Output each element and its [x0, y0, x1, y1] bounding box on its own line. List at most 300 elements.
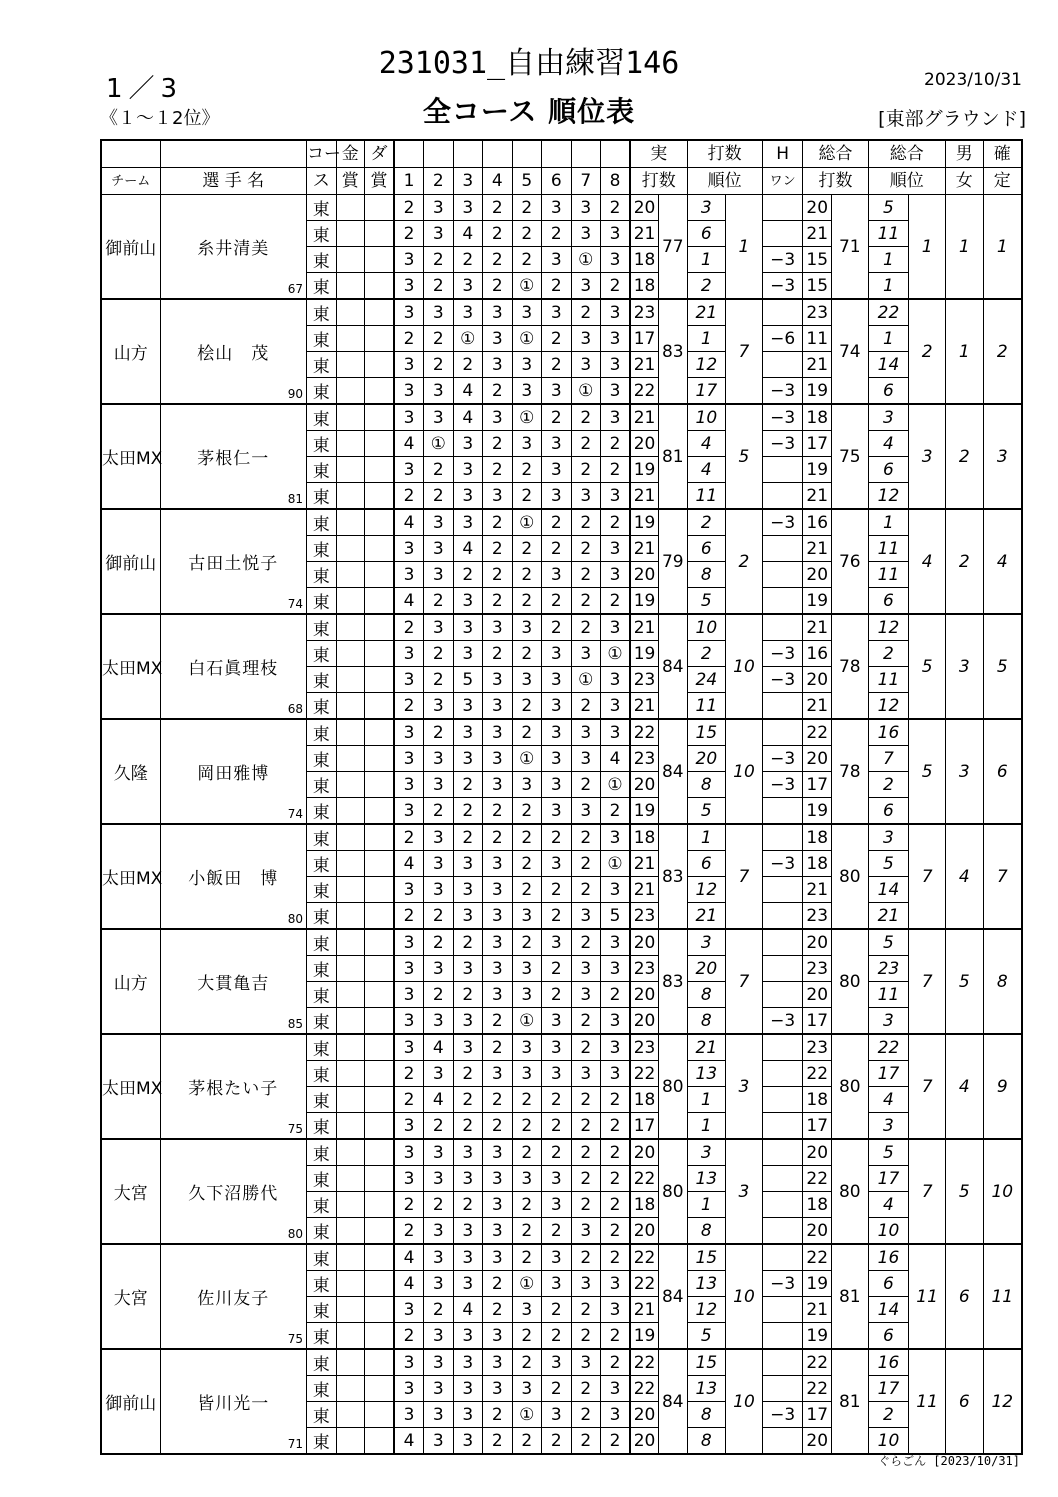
- col-actual-label: 打数: [630, 168, 687, 195]
- hole-score: 3: [394, 1166, 424, 1192]
- round-total-rank: 6: [868, 457, 909, 483]
- hole-score: 5: [601, 903, 631, 930]
- hole-score: 2: [571, 509, 601, 536]
- round-stroke-rank: 8: [687, 1428, 726, 1455]
- handicap: 71: [287, 1437, 304, 1451]
- da-prize-cell: [365, 326, 395, 352]
- player-name: 皆川光一: [197, 1394, 270, 1414]
- course-cell: 東: [307, 1428, 337, 1455]
- hole-in-one-adjust: −3: [762, 431, 803, 457]
- gold-prize-cell: [336, 299, 364, 326]
- round-total: 22: [803, 719, 831, 746]
- round-total: 22: [803, 1244, 831, 1271]
- gender-rank: 5: [945, 1139, 983, 1244]
- round-strokes: 18: [630, 247, 658, 273]
- round-strokes: 23: [630, 299, 658, 326]
- hole-score: 2: [483, 247, 513, 273]
- hole-in-one-adjust: [762, 299, 803, 326]
- hole-score: 3: [394, 1113, 424, 1140]
- da-prize-cell: [365, 352, 395, 378]
- da-prize-cell: [365, 509, 395, 536]
- hole-score: 4: [453, 404, 483, 431]
- hole-score: 3: [483, 956, 513, 982]
- hole-in-one-adjust: [762, 798, 803, 825]
- round-stroke-rank: 1: [687, 247, 726, 273]
- gold-prize-cell: [336, 483, 364, 510]
- round-strokes: 18: [630, 1087, 658, 1113]
- hole-score: 3: [453, 903, 483, 930]
- da-prize-cell: [365, 1271, 395, 1297]
- total-strokes: 75: [831, 404, 868, 509]
- gold-prize-cell: [336, 824, 364, 851]
- hole-score: 2: [512, 1218, 542, 1245]
- total-strokes: 80: [831, 1139, 868, 1244]
- course-cell: 東: [307, 956, 337, 982]
- team-name: 御前山: [101, 195, 160, 300]
- gold-prize-cell: [336, 956, 364, 982]
- gold-prize-cell: [336, 1139, 364, 1166]
- round-total: 21: [803, 483, 831, 510]
- final-rank: 9: [983, 1034, 1022, 1139]
- actual-strokes: 80: [659, 1139, 687, 1244]
- hole-in-one-adjust: −3: [762, 404, 803, 431]
- hole-score: 3: [601, 378, 631, 405]
- final-rank: 2: [983, 299, 1022, 404]
- hole-score: 2: [424, 457, 454, 483]
- stroke-rank: 7: [726, 824, 763, 929]
- hole-score: 2: [512, 195, 542, 221]
- hole-score: 2: [601, 509, 631, 536]
- da-prize-cell: [365, 588, 395, 615]
- hole-score: 2: [394, 221, 424, 247]
- hole-score: ①: [601, 772, 631, 798]
- hole-in-one-adjust: [762, 614, 803, 641]
- hole-score: 3: [542, 1271, 572, 1297]
- round-strokes: 19: [630, 457, 658, 483]
- hole-score: ①: [601, 851, 631, 877]
- hole-in-one-adjust: −3: [762, 1271, 803, 1297]
- team-name: 太田MX: [101, 824, 160, 929]
- course-cell: 東: [307, 483, 337, 510]
- hole-in-one-adjust: −3: [762, 746, 803, 772]
- hole-score: ①: [512, 509, 542, 536]
- hole-score: 3: [601, 536, 631, 562]
- round-total-rank: 5: [868, 195, 909, 221]
- hole-score: 2: [453, 352, 483, 378]
- hole-score: 2: [601, 1192, 631, 1218]
- hole-score: 3: [571, 326, 601, 352]
- course-cell: 東: [307, 1061, 337, 1087]
- hole-score: 2: [394, 483, 424, 510]
- hole-score: 2: [601, 457, 631, 483]
- hole-score: 3: [394, 1034, 424, 1061]
- round-total-rank: 11: [868, 221, 909, 247]
- hole-score: 3: [424, 693, 454, 720]
- total-strokes: 78: [831, 614, 868, 719]
- hole-score: 3: [483, 483, 513, 510]
- team-name: 大宮: [101, 1139, 160, 1244]
- round-stroke-rank: 12: [687, 1297, 726, 1323]
- actual-strokes: 80: [659, 1034, 687, 1139]
- hole-score: 3: [483, 352, 513, 378]
- round-stroke-rank: 13: [687, 1061, 726, 1087]
- gold-prize-cell: [336, 772, 364, 798]
- hole-score: 3: [394, 1402, 424, 1428]
- hole-score: 3: [601, 1008, 631, 1035]
- round-stroke-rank: 8: [687, 562, 726, 588]
- hole-score: 3: [424, 1244, 454, 1271]
- total-rank: 11: [909, 1349, 946, 1454]
- hole-score: 2: [424, 352, 454, 378]
- hole-in-one-adjust: [762, 1428, 803, 1455]
- hole-in-one-adjust: −3: [762, 509, 803, 536]
- col-course-top: コー: [307, 140, 337, 168]
- round-strokes: 21: [630, 614, 658, 641]
- round-total-rank: 1: [868, 247, 909, 273]
- round-total: 21: [803, 221, 831, 247]
- hole-score: 3: [424, 851, 454, 877]
- col-final-label: 定: [983, 168, 1022, 195]
- hole-score: 3: [453, 299, 483, 326]
- da-prize-cell: [365, 719, 395, 746]
- hole-score: 2: [571, 929, 601, 956]
- hole-score: 4: [394, 1428, 424, 1455]
- col-hole-4: 4: [483, 168, 513, 195]
- hole-score: 2: [512, 221, 542, 247]
- hole-score: 3: [542, 693, 572, 720]
- hole-score: 2: [394, 1218, 424, 1245]
- round-strokes: 23: [630, 667, 658, 693]
- hole-score: 2: [571, 1402, 601, 1428]
- course-cell: 東: [307, 195, 337, 221]
- round-strokes: 19: [630, 588, 658, 615]
- hole-score: 3: [483, 1376, 513, 1402]
- round-total-rank: 1: [868, 326, 909, 352]
- da-prize-cell: [365, 378, 395, 405]
- col-da-label: 賞: [365, 168, 395, 195]
- round-total-rank: 2: [868, 772, 909, 798]
- hole-in-one-adjust: [762, 956, 803, 982]
- final-rank: 6: [983, 719, 1022, 824]
- course-cell: 東: [307, 1113, 337, 1140]
- hole-score: 2: [601, 273, 631, 300]
- hole-score: 2: [542, 352, 572, 378]
- da-prize-cell: [365, 221, 395, 247]
- hole-score: 3: [601, 562, 631, 588]
- round-total-rank: 17: [868, 1061, 909, 1087]
- hole-score: 2: [601, 1323, 631, 1350]
- actual-strokes: 81: [659, 404, 687, 509]
- round-total: 20: [803, 562, 831, 588]
- gold-prize-cell: [336, 877, 364, 903]
- hole-in-one-adjust: [762, 877, 803, 903]
- player-group: [101, 195, 1022, 300]
- round-stroke-rank: 5: [687, 588, 726, 615]
- hole-score: 2: [453, 1087, 483, 1113]
- hole-in-one-adjust: [762, 1061, 803, 1087]
- hole-score: 2: [394, 1323, 424, 1350]
- gold-prize-cell: [336, 1402, 364, 1428]
- hole-score: ①: [424, 431, 454, 457]
- player-name: 茅根たい子: [188, 1079, 279, 1099]
- hole-score: 3: [424, 536, 454, 562]
- gender-rank: 1: [945, 195, 983, 300]
- round-total: 23: [803, 299, 831, 326]
- hole-score: 3: [512, 667, 542, 693]
- round-total-rank: 3: [868, 1113, 909, 1140]
- hole-score: 2: [571, 1166, 601, 1192]
- course-cell: 東: [307, 824, 337, 851]
- gold-prize-cell: [336, 1166, 364, 1192]
- hole-score: 2: [483, 195, 513, 221]
- hole-score: 2: [483, 457, 513, 483]
- round-stroke-rank: 8: [687, 1402, 726, 1428]
- stroke-rank: 2: [726, 509, 763, 614]
- hole-score: 3: [394, 536, 424, 562]
- hole-score: 2: [453, 562, 483, 588]
- gold-prize-cell: [336, 1244, 364, 1271]
- col-course-label: ス: [307, 168, 337, 195]
- col-hole-3: 3: [453, 168, 483, 195]
- round-stroke-rank: 1: [687, 1192, 726, 1218]
- round-strokes: 21: [630, 404, 658, 431]
- col-gold-label: 賞: [336, 168, 364, 195]
- course-cell: 東: [307, 982, 337, 1008]
- hole-score: 3: [601, 247, 631, 273]
- gold-prize-cell: [336, 1218, 364, 1245]
- hole-score: 4: [424, 1087, 454, 1113]
- da-prize-cell: [365, 1166, 395, 1192]
- hole-score: 3: [483, 1349, 513, 1376]
- gold-prize-cell: [336, 746, 364, 772]
- gold-prize-cell: [336, 1034, 364, 1061]
- hole-score: 4: [424, 1034, 454, 1061]
- round-strokes: 18: [630, 1192, 658, 1218]
- gender-rank: 3: [945, 614, 983, 719]
- round-stroke-rank: 2: [687, 273, 726, 300]
- player-name: 桧山 茂: [197, 344, 270, 364]
- gender-rank: 2: [945, 404, 983, 509]
- hole-score: 2: [571, 1376, 601, 1402]
- hole-score: 3: [512, 903, 542, 930]
- hole-score: 3: [542, 1008, 572, 1035]
- da-prize-cell: [365, 457, 395, 483]
- hole-score: 2: [394, 1192, 424, 1218]
- round-stroke-rank: 24: [687, 667, 726, 693]
- round-total-rank: 7: [868, 746, 909, 772]
- hole-score: 3: [571, 1218, 601, 1245]
- hole-score: 3: [483, 1061, 513, 1087]
- da-prize-cell: [365, 903, 395, 930]
- hole-score: 2: [542, 614, 572, 641]
- hole-score: 3: [542, 1166, 572, 1192]
- handicap: 90: [287, 387, 304, 401]
- hole-score: 3: [542, 247, 572, 273]
- round-total-rank: 22: [868, 299, 909, 326]
- hole-score: 3: [453, 1139, 483, 1166]
- player-group: [101, 929, 1022, 1034]
- player-name: 大貫亀吉: [197, 974, 270, 994]
- final-rank: 4: [983, 509, 1022, 614]
- course-cell: 東: [307, 929, 337, 956]
- hole-score: 2: [542, 536, 572, 562]
- hole-score: 2: [512, 824, 542, 851]
- hole-score: 3: [512, 431, 542, 457]
- hole-score: 2: [483, 1271, 513, 1297]
- round-strokes: 23: [630, 903, 658, 930]
- col-hole-6: 6: [542, 168, 572, 195]
- col-h1-top: [394, 140, 424, 168]
- hole-in-one-adjust: [762, 457, 803, 483]
- hole-score: 2: [601, 588, 631, 615]
- hole-score: 4: [394, 431, 424, 457]
- round-total-rank: 1: [868, 509, 909, 536]
- round-total-rank: 17: [868, 1166, 909, 1192]
- hole-score: 2: [394, 824, 424, 851]
- hole-score: 3: [571, 1061, 601, 1087]
- handicap: 75: [287, 1332, 304, 1346]
- hole-in-one-adjust: [762, 1218, 803, 1245]
- team-name: 山方: [101, 299, 160, 404]
- course-cell: 東: [307, 693, 337, 720]
- col-strokerank-label: 順位: [687, 168, 762, 195]
- hole-score: 3: [424, 877, 454, 903]
- hole-in-one-adjust: −6: [762, 326, 803, 352]
- gold-prize-cell: [336, 1113, 364, 1140]
- col-h3-top: [453, 140, 483, 168]
- hole-score: 3: [394, 1297, 424, 1323]
- hole-score: 3: [424, 378, 454, 405]
- hole-score: 2: [483, 1402, 513, 1428]
- round-stroke-rank: 2: [687, 641, 726, 667]
- hole-in-one-adjust: [762, 1244, 803, 1271]
- total-rank: 7: [909, 1034, 946, 1139]
- hole-score: ①: [571, 667, 601, 693]
- round-total-rank: 10: [868, 1428, 909, 1455]
- hole-score: 3: [601, 693, 631, 720]
- hole-score: 3: [394, 877, 424, 903]
- hole-score: 3: [542, 299, 572, 326]
- actual-strokes: 83: [659, 824, 687, 929]
- hole-score: 3: [601, 1271, 631, 1297]
- round-stroke-rank: 1: [687, 824, 726, 851]
- round-total-rank: 3: [868, 1008, 909, 1035]
- round-total: 17: [803, 431, 831, 457]
- hole-score: 3: [394, 352, 424, 378]
- round-strokes: 19: [630, 641, 658, 667]
- hole-score: 3: [542, 378, 572, 405]
- round-stroke-rank: 12: [687, 352, 726, 378]
- total-strokes: 78: [831, 719, 868, 824]
- stroke-rank: 1: [726, 195, 763, 300]
- hole-score: 2: [571, 1428, 601, 1455]
- hole-score: 3: [512, 614, 542, 641]
- hole-score: 3: [453, 851, 483, 877]
- hole-score: 2: [424, 1113, 454, 1140]
- gender-rank: 4: [945, 1034, 983, 1139]
- round-total-rank: 4: [868, 1192, 909, 1218]
- da-prize-cell: [365, 693, 395, 720]
- col-gender-top: 男: [945, 140, 983, 168]
- player-name-cell: [160, 824, 307, 929]
- hole-in-one-adjust: [762, 982, 803, 1008]
- handicap: 74: [287, 807, 304, 821]
- player-name: 茅根仁一: [197, 449, 270, 469]
- hole-score: 2: [453, 247, 483, 273]
- round-total: 17: [803, 772, 831, 798]
- gold-prize-cell: [336, 273, 364, 300]
- hole-score: 3: [542, 457, 572, 483]
- total-strokes: 74: [831, 299, 868, 404]
- hole-score: 3: [394, 1349, 424, 1376]
- gold-prize-cell: [336, 457, 364, 483]
- round-total: 22: [803, 1166, 831, 1192]
- gender-rank: 2: [945, 509, 983, 614]
- hole-score: 3: [542, 851, 572, 877]
- hole-score: 2: [601, 798, 631, 825]
- round-strokes: 20: [630, 1218, 658, 1245]
- hole-score: 3: [512, 1376, 542, 1402]
- hole-score: 3: [483, 903, 513, 930]
- hole-in-one-adjust: [762, 903, 803, 930]
- hole-score: 3: [483, 772, 513, 798]
- stroke-rank: 3: [726, 1139, 763, 1244]
- da-prize-cell: [365, 1087, 395, 1113]
- gold-prize-cell: [336, 1376, 364, 1402]
- player-group: [101, 614, 1022, 719]
- hole-score: 2: [453, 824, 483, 851]
- hole-score: 2: [601, 195, 631, 221]
- hole-score: 2: [394, 693, 424, 720]
- hole-score: 2: [601, 1428, 631, 1455]
- round-strokes: 17: [630, 1113, 658, 1140]
- hole-score: 2: [483, 1008, 513, 1035]
- hole-score: 4: [453, 221, 483, 247]
- actual-strokes: 77: [659, 195, 687, 300]
- final-rank: 11: [983, 1244, 1022, 1349]
- hole-score: 3: [483, 1323, 513, 1350]
- course-cell: 東: [307, 903, 337, 930]
- round-stroke-rank: 1: [687, 326, 726, 352]
- team-name: 御前山: [101, 1349, 160, 1454]
- col-h8-top: [601, 140, 631, 168]
- hole-score: 3: [394, 982, 424, 1008]
- gender-rank: 1: [945, 299, 983, 404]
- hole-score: 3: [424, 1428, 454, 1455]
- hole-score: 3: [394, 746, 424, 772]
- hole-score: 2: [542, 1376, 572, 1402]
- round-total: 22: [803, 1061, 831, 1087]
- round-stroke-rank: 15: [687, 1349, 726, 1376]
- gender-rank: 4: [945, 824, 983, 929]
- hole-score: 3: [601, 929, 631, 956]
- da-prize-cell: [365, 1244, 395, 1271]
- round-total: 23: [803, 956, 831, 982]
- round-total-rank: 17: [868, 1376, 909, 1402]
- da-prize-cell: [365, 614, 395, 641]
- da-prize-cell: [365, 929, 395, 956]
- round-total: 21: [803, 614, 831, 641]
- hole-score: 3: [424, 824, 454, 851]
- hole-score: 3: [512, 1166, 542, 1192]
- hole-score: 3: [542, 1192, 572, 1218]
- hole-score: 2: [601, 1244, 631, 1271]
- round-strokes: 20: [630, 1008, 658, 1035]
- hole-score: 2: [424, 903, 454, 930]
- actual-strokes: 84: [659, 1349, 687, 1454]
- gold-prize-cell: [336, 378, 364, 405]
- hole-score: 3: [424, 1376, 454, 1402]
